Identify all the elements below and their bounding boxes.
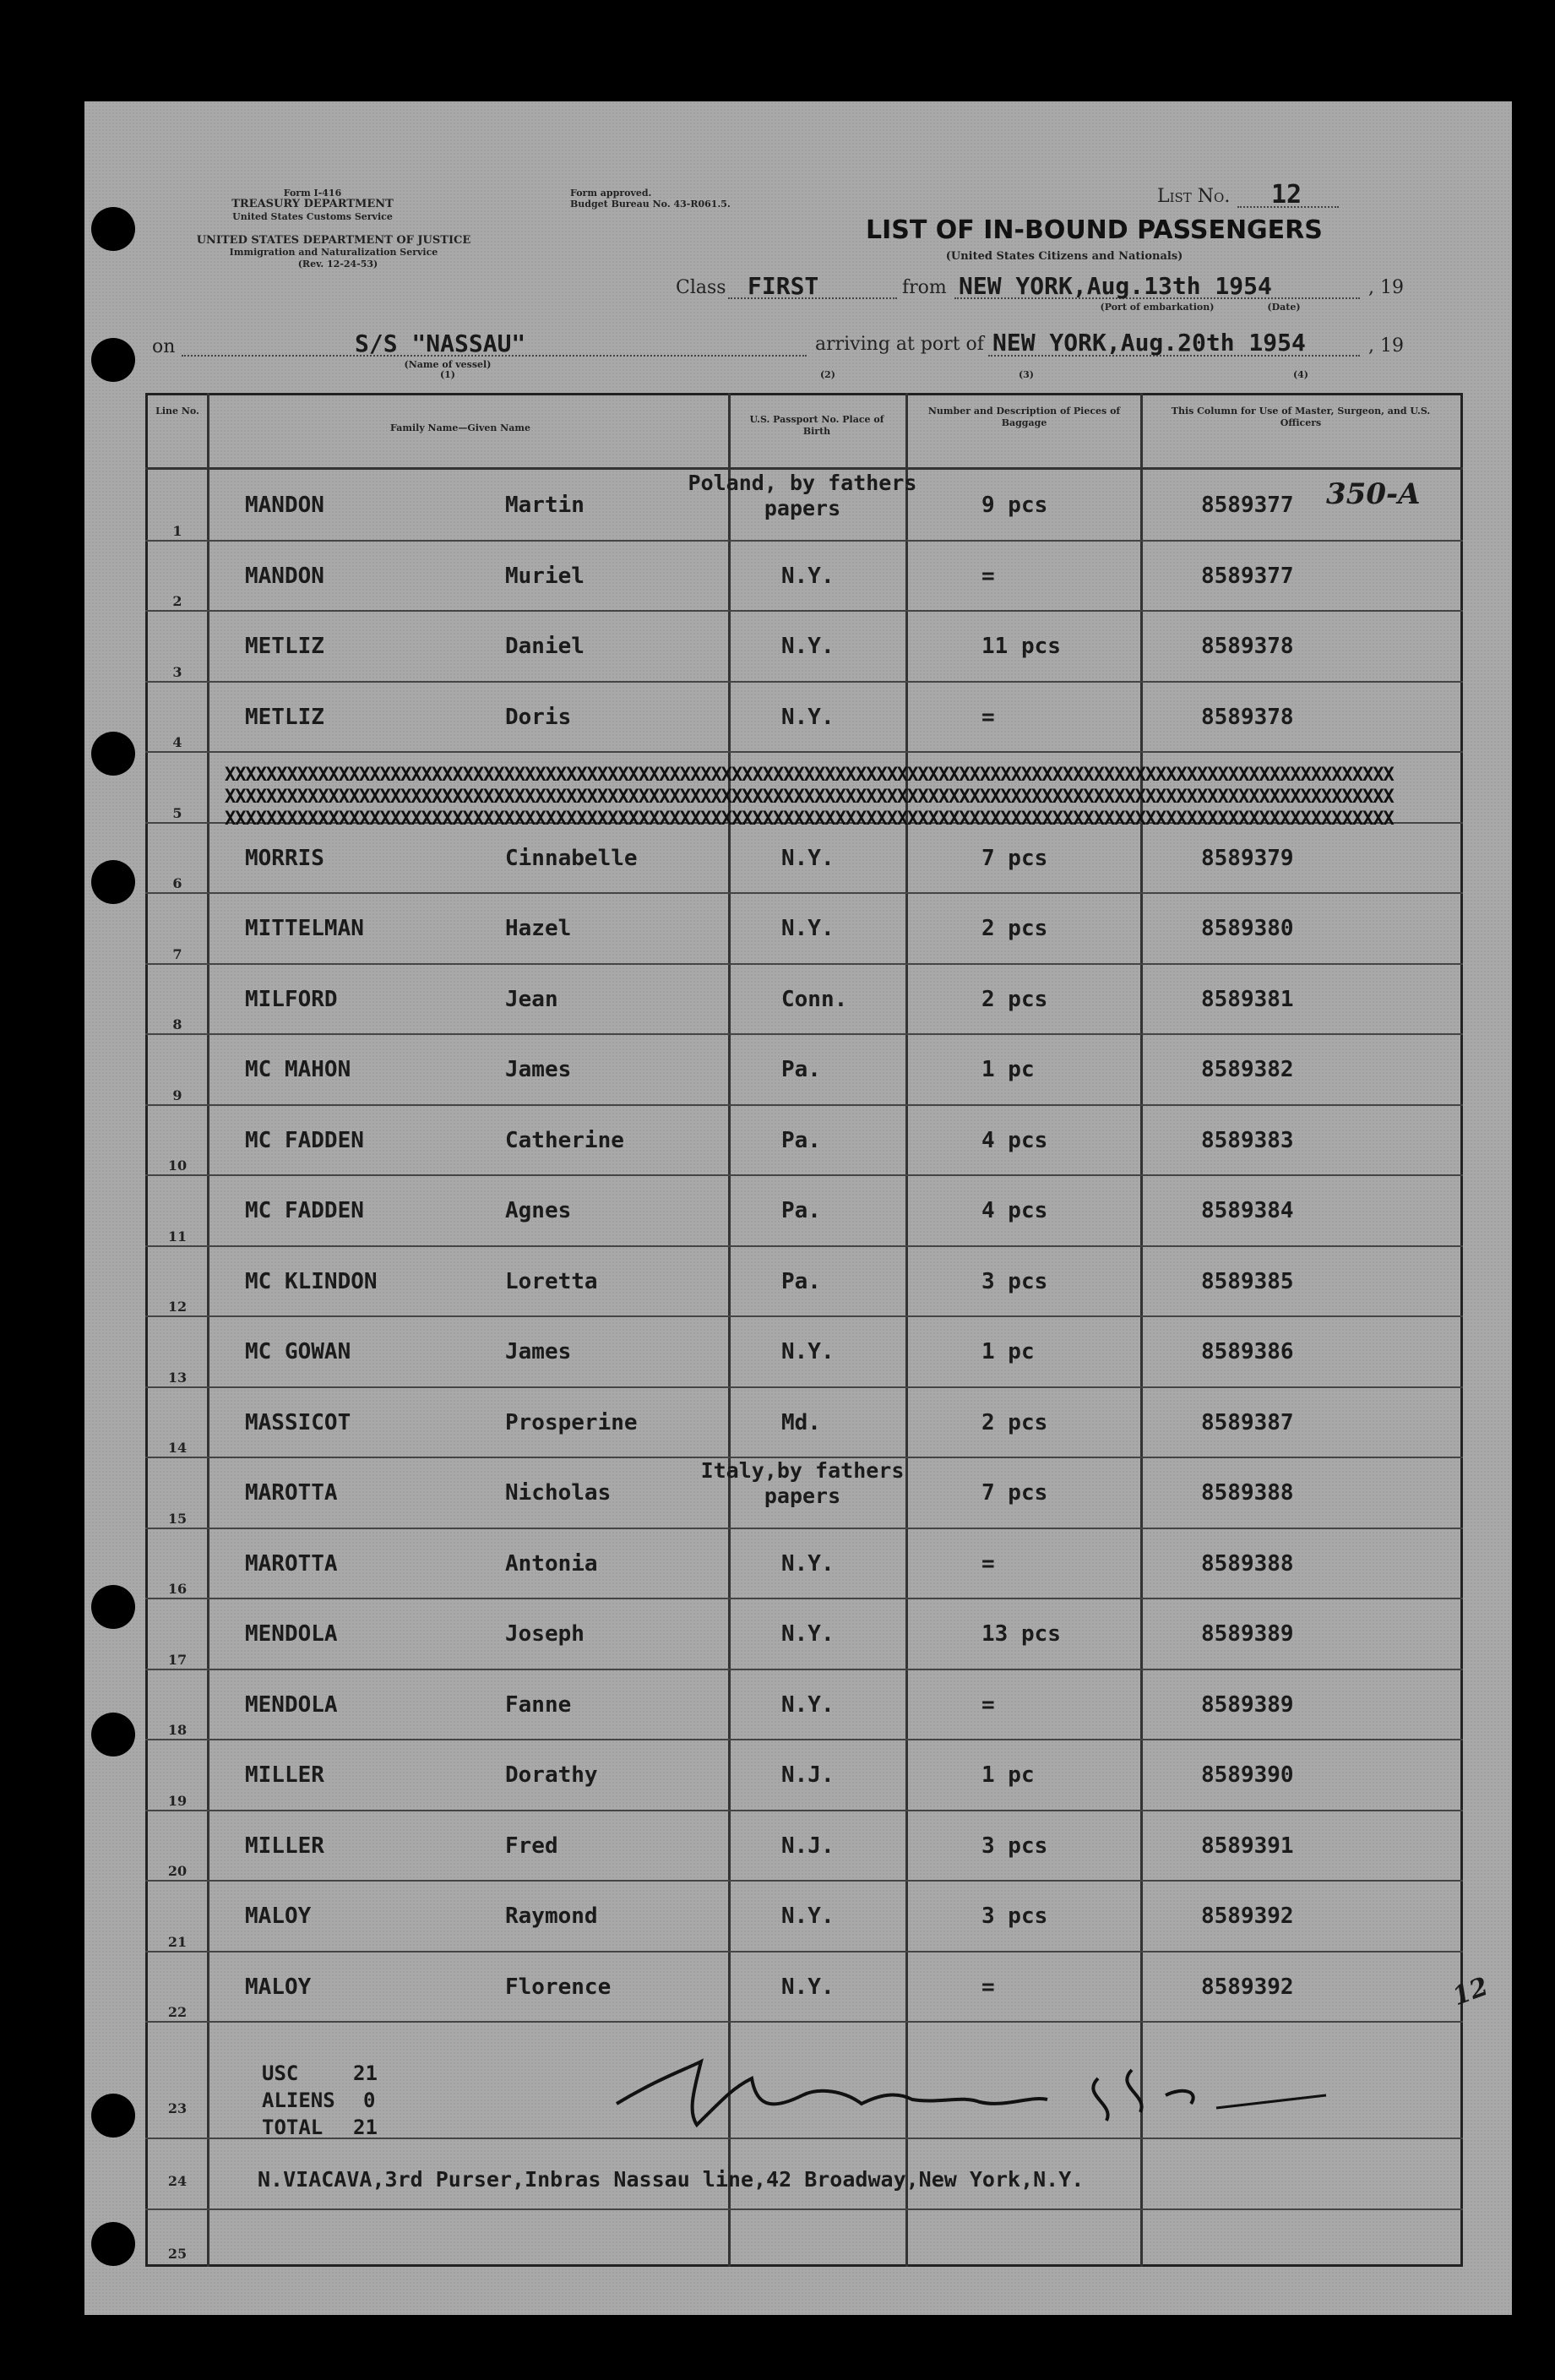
col-header-line: Line No. [155, 406, 199, 417]
baggage: 4 pcs [981, 1198, 1048, 1223]
place-of-birth: N.Y. [781, 1621, 835, 1647]
line-number: 8 [172, 1016, 182, 1032]
line-number: 6 [172, 875, 182, 891]
baggage: 3 pcs [981, 1903, 1048, 1929]
officer-code: 8589389 [1201, 1621, 1294, 1647]
budget-bureau: Budget Bureau No. 43-R061.5. [570, 199, 731, 210]
given-name: Loretta [505, 1268, 598, 1294]
form-number: Form I-416 [283, 188, 342, 199]
officer-code: 8589380 [1201, 916, 1294, 941]
col-header-officers: This Column for Use of Master, Surgeon, and U.S. Officers [1171, 406, 1431, 428]
place-of-birth: N.Y. [781, 1339, 835, 1364]
family-name: MITTELMAN [245, 916, 364, 941]
place-of-birth: N.J. [781, 1762, 835, 1788]
treasury-dept: TREASURY DEPARTMENT [231, 198, 394, 210]
officer-note: 350-A [1326, 477, 1421, 511]
place-of-birth: Pa. [781, 1127, 821, 1153]
line-number: 1 [172, 522, 182, 539]
arrival-value: NEW YORK,Aug.20th 1954 [992, 329, 1306, 357]
officer-code: 8589377 [1201, 563, 1294, 589]
family-name: MENDOLA [245, 1691, 338, 1718]
punch-hole [91, 732, 135, 776]
family-name: MANDON [245, 493, 324, 518]
year-suffix: , 19 [1368, 277, 1404, 298]
officer-code: 8589378 [1201, 704, 1294, 730]
class-label: Class [676, 277, 726, 298]
officer-code: 8589392 [1201, 1903, 1294, 1929]
baggage: = [981, 704, 995, 730]
baggage: = [981, 1974, 995, 2000]
line-number: 20 [167, 1863, 188, 1879]
baggage: 7 pcs [981, 845, 1048, 871]
line-number: 22 [167, 2004, 188, 2020]
baggage: 11 pcs [981, 634, 1061, 659]
place-of-birth: Pa. [781, 1057, 821, 1082]
officer-code: 8589384 [1201, 1198, 1294, 1223]
punch-hole [91, 2222, 135, 2266]
given-name: Joseph [505, 1621, 584, 1647]
line-number: 12 [167, 1299, 188, 1315]
family-name: MC MAHON [245, 1057, 351, 1082]
signature [608, 2045, 1335, 2138]
given-name: Hazel [505, 916, 572, 941]
line-number: 16 [167, 1581, 188, 1597]
place-of-birth: N.Y. [781, 1691, 835, 1718]
place-of-birth: N.Y. [781, 1550, 835, 1577]
place-of-birth: N.Y. [781, 1903, 835, 1929]
place-of-birth: Poland, by fathers papers [688, 471, 917, 520]
line-number: 17 [167, 1651, 188, 1668]
officer-code: 8589386 [1201, 1339, 1294, 1364]
place-of-birth: N.J. [781, 1833, 835, 1859]
officer-code: 8589382 [1201, 1057, 1294, 1082]
year-suffix: , 19 [1368, 335, 1404, 357]
date-caption: (Date) [1267, 302, 1301, 313]
baggage: 7 pcs [981, 1480, 1048, 1506]
total-label: TOTAL [262, 2116, 324, 2139]
line-number: 10 [167, 1157, 188, 1174]
given-name: Cinnabelle [505, 845, 638, 871]
given-name: Doris [505, 704, 572, 730]
baggage: 4 pcs [981, 1127, 1048, 1153]
given-name: Antonia [505, 1550, 598, 1577]
officer-code: 8589388 [1201, 1550, 1294, 1577]
baggage: 2 pcs [981, 916, 1048, 941]
baggage: 3 pcs [981, 1268, 1048, 1294]
given-name: Muriel [505, 563, 584, 589]
family-name: MASSICOT [245, 1409, 351, 1435]
baggage: 13 pcs [981, 1621, 1061, 1647]
place-of-birth: Pa. [781, 1198, 821, 1223]
col-header-name: Family Name—Given Name [390, 422, 530, 433]
given-name: Fanne [505, 1691, 572, 1718]
given-name: James [505, 1057, 572, 1082]
punch-hole [91, 1585, 135, 1629]
given-name: Jean [505, 986, 558, 1012]
embarkation-value: NEW YORK,Aug.13th 1954 [959, 272, 1272, 300]
line-number: 15 [167, 1510, 188, 1527]
page-title: LIST OF IN-BOUND PASSENGERS [866, 215, 1323, 245]
punch-hole [91, 207, 135, 251]
family-name: MC FADDEN [245, 1198, 364, 1223]
punch-hole [91, 2094, 135, 2138]
baggage: 1 pc [981, 1057, 1035, 1082]
approval-note: Form approved. [570, 188, 652, 199]
cancelled-row: XXXXXXXXXXXXXXXXXXXXXXXXXXXXXXXXXXXXXXXXXXXXXXXXXXXXXXXXXXXXXXXXXXXXXXXXXXXXXXXXXXXXXXXXXXXXXXXXXXXXXXXXXXXXXXXXX XXXXXXXXXXXXXXXXXXXXXXXXXXXXXXXXXXXXXXXXXXXXXXXXXXXXXXXXXXXXXXXXXXXXXXXXXXXXXXXXXXXXXXXXXXXXXXXXXXXXXXXXXXXXXXXXX XXXXXXXXXXXXXXXXXXXXXXXXXXXXXXXXXXXXXXXXXXXXXXXXXXXXXXXXXXXXXXXXXXXXXXXXXXXXXXXXXXXXXXXXXXXXXXXXXXXXXXXXXXXXXXXXX [225, 765, 1394, 830]
officer-code: 8589391 [1201, 1833, 1294, 1859]
officer-code: 8589381 [1201, 986, 1294, 1012]
on-label: on [152, 336, 176, 357]
from-label: from [902, 277, 947, 298]
total-count: 21 [353, 2116, 378, 2139]
family-name: MALOY [245, 1903, 312, 1929]
family-name: MALOY [245, 1974, 312, 2000]
given-name: Martin [505, 493, 584, 518]
baggage: 9 pcs [981, 493, 1048, 518]
baggage: = [981, 1550, 995, 1577]
aliens-label: ALIENS [262, 2089, 335, 2112]
officer-code: 8589378 [1201, 634, 1294, 659]
customs-service: United States Customs Service [232, 211, 393, 222]
line-number: 19 [167, 1792, 188, 1809]
margin-mark: 12 [1449, 1971, 1492, 2012]
list-no-label: List No. [1157, 186, 1231, 207]
place-of-birth: Md. [781, 1409, 821, 1435]
revision: (Rev. 12-24-53) [297, 259, 378, 270]
page-subtitle: (United States Citizens and Nationals) [945, 250, 1183, 263]
line-number: 7 [172, 945, 182, 962]
punch-hole [91, 1713, 135, 1756]
family-name: MAROTTA [245, 1550, 338, 1577]
col-header-baggage: Number and Description of Pieces of Baggage [927, 406, 1121, 428]
line-number: 24 [167, 2173, 188, 2189]
line-number: 25 [167, 2246, 188, 2262]
family-name: METLIZ [245, 634, 324, 659]
col-num-3: (3) [1018, 369, 1035, 380]
line-number: 9 [172, 1087, 182, 1103]
line-number: 4 [172, 734, 182, 750]
port-embark-caption: (Port of embarkation) [1100, 302, 1215, 313]
punch-hole [91, 860, 135, 904]
line-number: 14 [167, 1440, 188, 1456]
given-name: Florence [505, 1974, 612, 2000]
usc-count: 21 [353, 2061, 378, 2085]
family-name: MC FADDEN [245, 1127, 364, 1153]
given-name: Agnes [505, 1198, 572, 1223]
line-number: 18 [167, 1722, 188, 1738]
family-name: MORRIS [245, 845, 324, 871]
given-name: Nicholas [505, 1480, 612, 1506]
punch-hole [91, 338, 135, 382]
col-num-4: (4) [1292, 369, 1309, 380]
class-value: FIRST [748, 272, 819, 300]
family-name: METLIZ [245, 704, 324, 730]
line-number: 23 [167, 2100, 188, 2116]
purser-line: N.VIACAVA,3rd Purser,Inbras Nassau line,42 Broadway,New York,N.Y. [258, 2167, 1085, 2192]
given-name: Fred [505, 1833, 558, 1859]
place-of-birth: N.Y. [781, 634, 835, 659]
baggage: 3 pcs [981, 1833, 1048, 1859]
officer-code: 8589387 [1201, 1409, 1294, 1435]
arriving-label: arriving at port of [815, 334, 984, 355]
line-number: 5 [172, 804, 182, 821]
officer-code: 8589385 [1201, 1268, 1294, 1294]
place-of-birth: Italy,by fathers papers [700, 1458, 905, 1508]
line-number: 2 [172, 593, 182, 609]
baggage: = [981, 1691, 995, 1718]
usc-label: USC [262, 2061, 299, 2085]
line-number: 11 [167, 1228, 188, 1244]
family-name: MC GOWAN [245, 1339, 351, 1364]
place-of-birth: Conn. [781, 986, 848, 1012]
officer-code: 8589377 [1201, 493, 1294, 518]
line-number: 21 [167, 1933, 188, 1950]
justice-dept: UNITED STATES DEPARTMENT OF JUSTICE [196, 234, 471, 247]
officer-code: 8589388 [1201, 1480, 1294, 1506]
family-name: MENDOLA [245, 1621, 338, 1647]
officer-code: 8589392 [1201, 1974, 1294, 2000]
family-name: MILFORD [245, 986, 338, 1012]
col-num-1: (1) [439, 369, 456, 380]
line-number: 13 [167, 1369, 188, 1386]
place-of-birth: N.Y. [781, 1974, 835, 2000]
line-number: 3 [172, 663, 182, 680]
aliens-count: 0 [363, 2089, 376, 2112]
place-of-birth: N.Y. [781, 845, 835, 871]
family-name: MAROTTA [245, 1480, 338, 1506]
vessel-caption: (Name of vessel) [404, 359, 492, 370]
officer-code: 8589379 [1201, 845, 1294, 871]
baggage: 2 pcs [981, 1409, 1048, 1435]
baggage: 1 pc [981, 1339, 1035, 1364]
given-name: Daniel [505, 634, 584, 659]
col-header-passport: U.S. Passport No. Place of Birth [749, 414, 884, 437]
place-of-birth: Pa. [781, 1268, 821, 1294]
given-name: James [505, 1339, 572, 1364]
family-name: MC KLINDON [245, 1268, 378, 1294]
ins-service: Immigration and Naturalization Service [229, 247, 438, 258]
vessel-name: S/S "NASSAU" [355, 329, 526, 357]
given-name: Dorathy [505, 1762, 598, 1788]
baggage: 2 pcs [981, 986, 1048, 1012]
place-of-birth: N.Y. [781, 916, 835, 941]
given-name: Prosperine [505, 1409, 638, 1435]
given-name: Catherine [505, 1127, 624, 1153]
place-of-birth: N.Y. [781, 704, 835, 730]
baggage: 1 pc [981, 1762, 1035, 1788]
given-name: Raymond [505, 1903, 598, 1929]
officer-code: 8589390 [1201, 1762, 1294, 1788]
baggage: = [981, 563, 995, 589]
family-name: MILLER [245, 1833, 324, 1859]
place-of-birth: N.Y. [781, 563, 835, 589]
family-name: MANDON [245, 563, 324, 589]
family-name: MILLER [245, 1762, 324, 1788]
officer-code: 8589383 [1201, 1127, 1294, 1153]
list-number: 12 [1271, 180, 1302, 210]
officer-code: 8589389 [1201, 1691, 1294, 1718]
col-num-2: (2) [819, 369, 836, 380]
